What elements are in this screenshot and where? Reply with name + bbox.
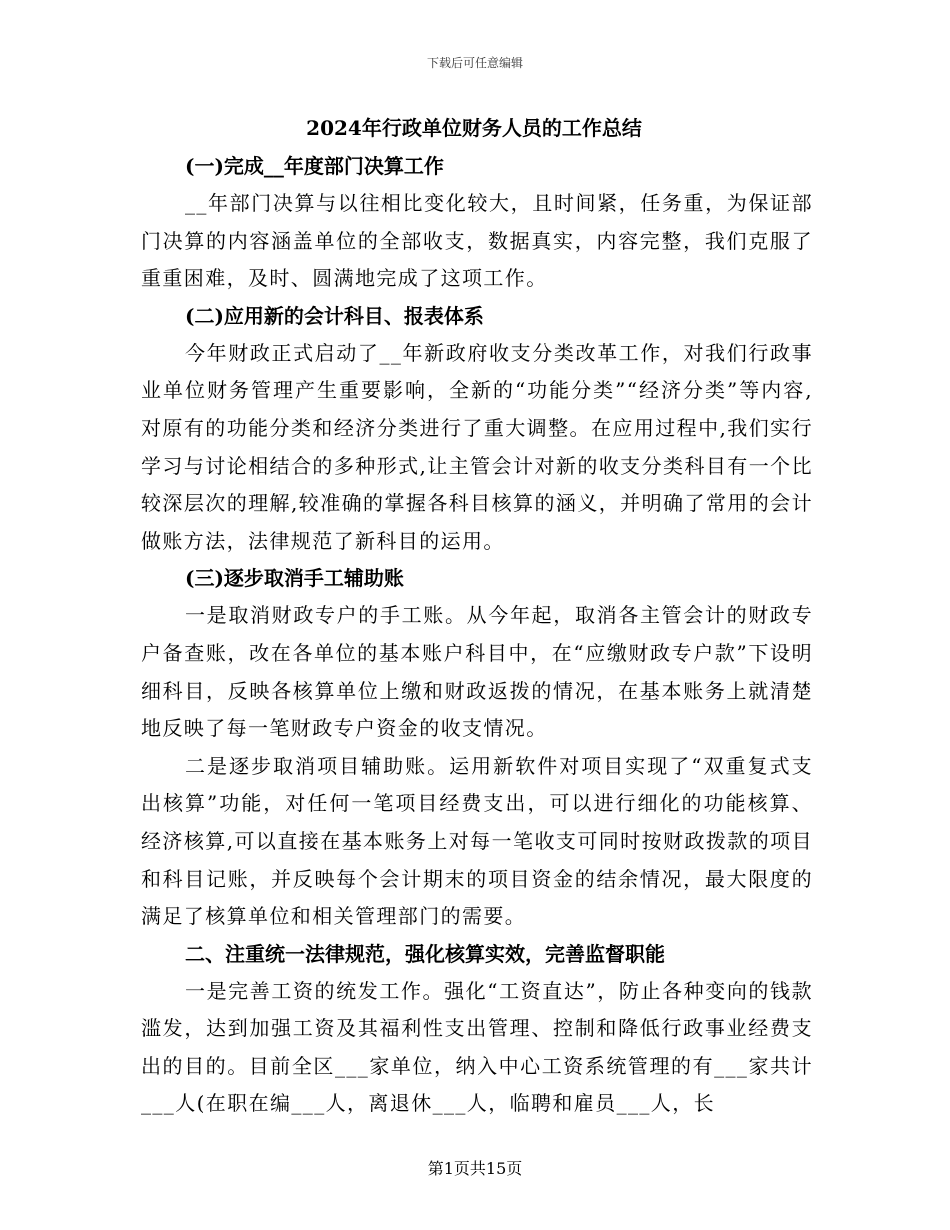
section-4 xyxy=(141,936,813,1123)
section-3 xyxy=(141,560,813,935)
paragraph: 今年财政正式启动了__年新政府收支分类改革工作，对我们行政事业单位财务管理产生重要影响，全新的“功能分类”“经济分类”等内容,对原有的功能分类和经济分类进行了重大调整。在应用过程中,我们实行学习与讨论相结合的多种形式,让主管会计对新的收支分类科目有一个比较深层次的理解,较准确的掌握各科目核算的涵义，并明确了常用的会计做账方法，法律规范了新科目的运用。 xyxy=(141,340,813,553)
section-heading: (一)完成__年度部门决算工作 xyxy=(185,154,444,178)
paragraph: 一是取消财政专户的手工账。从今年起，取消各主管会计的财政专户备查账，改在各单位的基本账户科目中，在“应缴财政专户款”下设明细科目，反映各核算单位上缴和财政返拨的情况，在基本账务上就清楚地反映了每一笔财政专户资金的收支情况。 xyxy=(141,603,813,741)
section-1 xyxy=(141,148,813,298)
section-2 xyxy=(141,298,813,561)
paragraph: 二是逐步取消项目辅助账。运用新软件对项目实现了“双重复式支出核算”功能，对任何一笔项目经费支出，可以进行细化的功能核算、经济核算,可以直接在基本账务上对每一笔收支可同时按财政拨款的项目和科目记账，并反映每个会计期末的项目资金的结余情况，最大限度的满足了核算单位和相关管理部门的需要。 xyxy=(141,753,813,929)
section-heading: 二、注重统一法律规范，强化核算实效，完善监督职能 xyxy=(185,941,665,966)
document-title: 2024年行政单位财务人员的工作总结 xyxy=(306,116,642,140)
paragraph: 一是完善工资的统发工作。强化“工资直达”，防止各种变向的钱款滥发，达到加强工资及其福利性支出管理、控制和降低行政事业经费支出的目的。目前全区___家单位，纳入中心工资系统管理的有___家共计___人(在职在编___人，离退休___人，临聘和雇员___人，长 xyxy=(141,978,813,1116)
paragraph: __年部门决算与以往相比变化较大，且时间紧，任务重，为保证部门决算的内容涵盖单位的全部收支，数据真实，内容完整，我们克服了重重困难，及时、圆满地完成了这项工作。 xyxy=(141,191,813,291)
section-heading: (二)应用新的会计科目、报表体系 xyxy=(185,303,484,328)
page-footer: 第1页共15页 xyxy=(427,1159,523,1178)
section-heading: (三)逐步取消手工辅助账 xyxy=(185,566,404,591)
header-note: 下载后可任意编辑 xyxy=(426,56,523,70)
document-body xyxy=(141,108,813,1123)
